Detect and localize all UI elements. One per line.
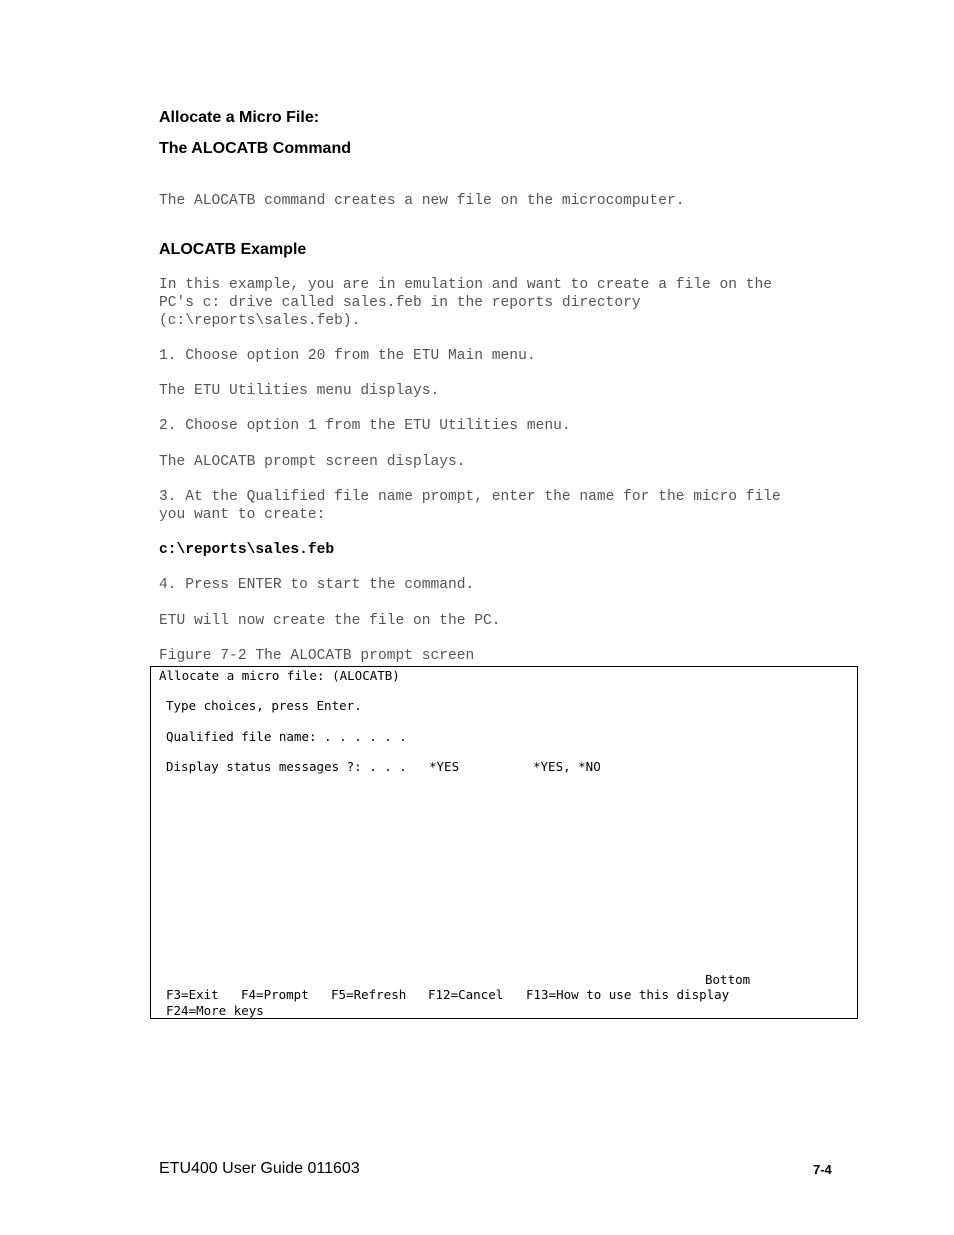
example-text-line-3: (c:\reports\sales.feb). bbox=[159, 313, 361, 329]
step-3-line-2: you want to create: bbox=[159, 507, 326, 523]
display-status-messages-value: *YES bbox=[429, 759, 460, 774]
section-subtitle: The ALOCATB Command bbox=[159, 140, 351, 157]
screen-title: Allocate a micro file: (ALOCATB) bbox=[159, 668, 400, 683]
page-number: 7-4 bbox=[813, 1162, 832, 1177]
screen-instruction: Type choices, press Enter. bbox=[166, 698, 362, 713]
fkey-f24: F24=More keys bbox=[166, 1003, 264, 1018]
qualified-file-name-label: Qualified file name: . . . . . . bbox=[166, 729, 407, 744]
step-2-result: The ALOCATB prompt screen displays. bbox=[159, 454, 466, 470]
position-indicator: Bottom bbox=[705, 972, 751, 987]
example-heading: ALOCATB Example bbox=[159, 241, 307, 258]
example-text-line-1: In this example, you are in emulation and want to create a file on the bbox=[159, 277, 773, 293]
display-status-messages-options: *YES, *NO bbox=[533, 759, 601, 774]
example-filename: c:\reports\sales.feb bbox=[159, 542, 335, 558]
step-2: 2. Choose option 1 from the ETU Utilities menu. bbox=[159, 418, 571, 434]
step-1: 1. Choose option 20 from the ETU Main menu. bbox=[159, 348, 536, 364]
figure-caption: Figure 7-2 The ALOCATB prompt screen bbox=[159, 648, 475, 664]
section-title: Allocate a Micro File: bbox=[159, 109, 320, 126]
step-4: 4. Press ENTER to start the command. bbox=[159, 577, 475, 593]
example-text-line-2: PC's c: drive called sales.feb in the reports directory bbox=[159, 295, 641, 311]
display-status-messages-label: Display status messages ?: . . . bbox=[166, 759, 407, 774]
fkey-f5: F5=Refresh bbox=[331, 987, 407, 1002]
step-1-result: The ETU Utilities menu displays. bbox=[159, 383, 440, 399]
fkey-f3: F3=Exit bbox=[166, 987, 219, 1002]
intro-text: The ALOCATB command creates a new file on the microcomputer. bbox=[159, 193, 685, 209]
step-4-result: ETU will now create the file on the PC. bbox=[159, 613, 501, 629]
step-3-line-1: 3. At the Qualified file name prompt, enter the name for the micro file bbox=[159, 489, 781, 505]
footer-guide-title: ETU400 User Guide 011603 bbox=[159, 1160, 360, 1177]
fkey-f12: F12=Cancel bbox=[428, 987, 504, 1002]
alocatb-prompt-screen bbox=[150, 666, 858, 1019]
fkey-f13: F13=How to use this display bbox=[526, 987, 730, 1002]
fkey-f4: F4=Prompt bbox=[241, 987, 309, 1002]
